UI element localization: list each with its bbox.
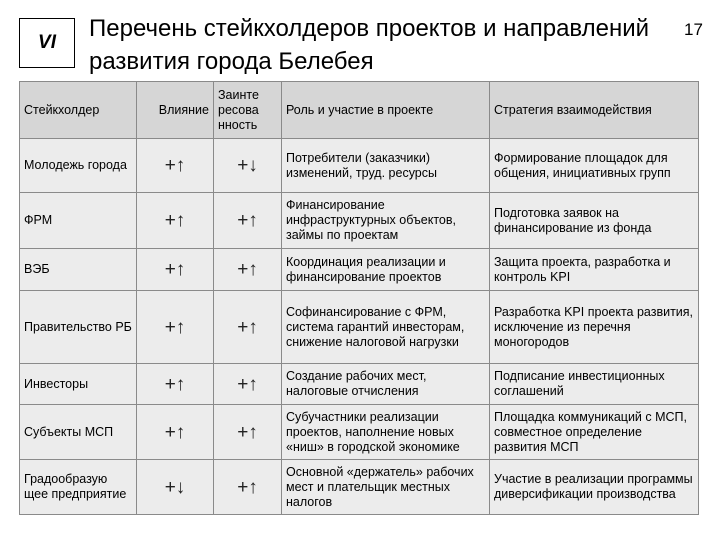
strategy-cell: Формирование площадок для общения, инициативных групп — [490, 139, 699, 193]
stakeholder-table — [19, 81, 699, 515]
stakeholder-cell: Инвесторы — [20, 364, 137, 405]
header-influence: Влияние — [137, 82, 214, 139]
role-cell: Потребители (заказчики) изменений, труд. ресурсы — [282, 139, 490, 193]
influence-cell: +↓ — [137, 460, 214, 515]
table-row — [20, 139, 699, 193]
strategy-cell: Подготовка заявок на финансирование из фонда — [490, 193, 699, 249]
strategy-cell: Участие в реализации программы диверсификации производства — [490, 460, 699, 515]
influence-cell: +↑ — [137, 364, 214, 405]
influence-cell: +↑ — [137, 249, 214, 291]
stakeholder-cell: ВЭБ — [20, 249, 137, 291]
interest-cell: +↑ — [214, 364, 282, 405]
section-number: VI — [38, 32, 56, 53]
stakeholder-cell: Градообразую щее предприятие — [20, 460, 137, 515]
strategy-cell: Разработка KPI проекта развития, исключение из перечня моногородов — [490, 291, 699, 364]
page-title: Перечень стейкхолдеров проектов и направлений развития города Белебея — [89, 15, 650, 75]
influence-cell: +↑ — [137, 193, 214, 249]
header-role: Роль и участие в проекте — [282, 82, 490, 139]
interest-cell: +↑ — [214, 249, 282, 291]
page-number: 17 — [684, 20, 703, 39]
influence-cell: +↑ — [137, 139, 214, 193]
role-cell: Создание рабочих мест, налоговые отчисления — [282, 364, 490, 405]
table-row — [20, 364, 699, 405]
stakeholder-cell: ФРМ — [20, 193, 137, 249]
interest-cell: +↑ — [214, 291, 282, 364]
role-cell: Субучастники реализации проектов, наполнение новых «ниш» в городской экономике — [282, 405, 490, 460]
interest-cell: +↑ — [214, 193, 282, 249]
stakeholder-cell: Правительство РБ — [20, 291, 137, 364]
strategy-cell: Площадка коммуникаций с МСП, совместное определение развития МСП — [490, 405, 699, 460]
table-row — [20, 291, 699, 364]
influence-cell: +↑ — [137, 405, 214, 460]
table-row — [20, 193, 699, 249]
role-cell: Софинансирование с ФРМ, система гарантий инвесторам, снижение налоговой нагрузки — [282, 291, 490, 364]
header-stakeholder: Стейкхолдер — [20, 82, 137, 139]
interest-cell: +↓ — [214, 139, 282, 193]
role-cell: Финансирование инфраструктурных объектов, займы по проектам — [282, 193, 490, 249]
table-row — [20, 405, 699, 460]
influence-cell: +↑ — [137, 291, 214, 364]
strategy-cell: Подписание инвестиционных соглашений — [490, 364, 699, 405]
interest-cell: +↑ — [214, 405, 282, 460]
stakeholder-cell: Молодежь города — [20, 139, 137, 193]
interest-cell: +↑ — [214, 460, 282, 515]
table-row — [20, 460, 699, 515]
role-cell: Основной «держатель» рабочих мест и плательщик местных налогов — [282, 460, 490, 515]
strategy-cell: Защита проекта, разработка и контроль KPI — [490, 249, 699, 291]
header-interest: Заинте ресова нность — [214, 82, 282, 139]
role-cell: Координация реализации и финансирование проектов — [282, 249, 490, 291]
table-row — [20, 249, 699, 291]
section-number-box — [19, 18, 75, 68]
header-strategy: Стратегия взаимодействия — [490, 82, 699, 139]
stakeholder-cell: Субъекты МСП — [20, 405, 137, 460]
table-header-row — [20, 82, 699, 139]
